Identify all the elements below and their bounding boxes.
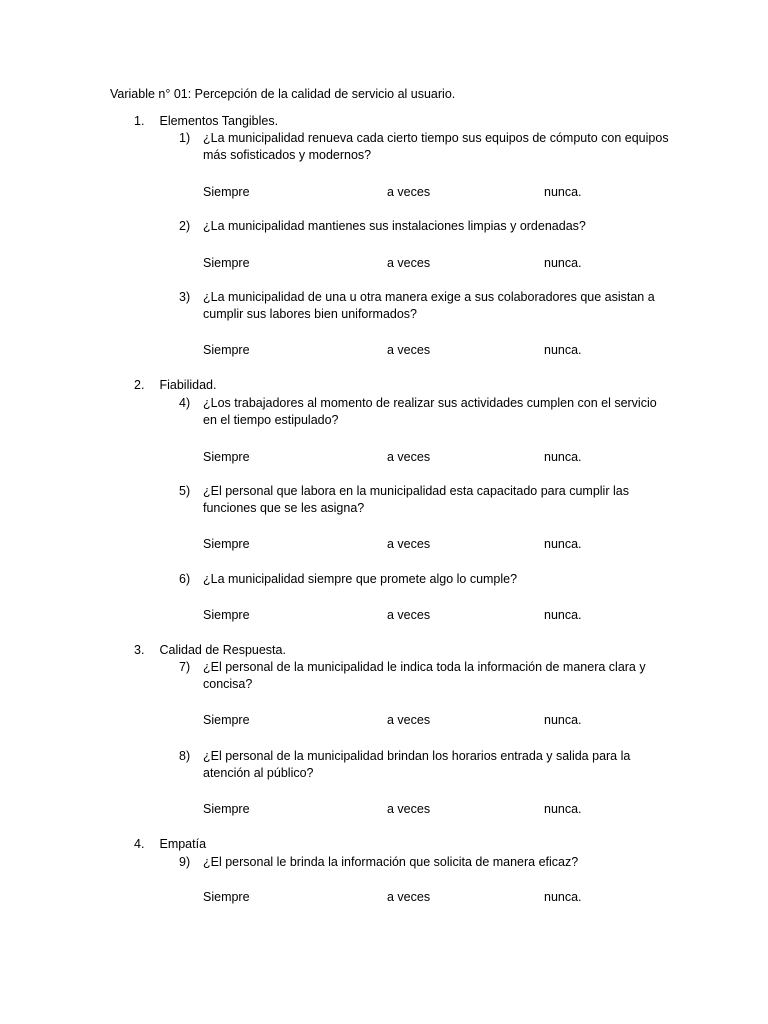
question-number: 2) — [179, 219, 191, 233]
option-siempre[interactable]: Siempre — [203, 185, 250, 199]
answer-options-q4 — [203, 449, 603, 466]
option-siempre[interactable]: Siempre — [203, 256, 250, 270]
option-a-veces[interactable]: a veces — [387, 256, 431, 270]
answer-options-q9 — [203, 889, 603, 906]
question-1 — [179, 130, 669, 164]
option-a-veces[interactable]: a veces — [387, 802, 431, 816]
question-6 — [179, 571, 669, 588]
answer-options-q3 — [203, 342, 603, 359]
option-a-veces[interactable]: a veces — [387, 450, 431, 464]
section-label: Calidad de Respuesta. — [159, 643, 286, 657]
option-nunca[interactable]: nunca. — [544, 343, 582, 357]
question-text: ¿El personal que labora en la municipalidad esta capacitado para cumplir las funciones que se les asigna? — [203, 484, 629, 515]
answer-options-q6 — [203, 607, 603, 624]
question-8 — [179, 748, 669, 782]
question-text: ¿El personal de la municipalidad le indica toda la información de manera clara y concisa? — [203, 660, 646, 691]
question-2 — [179, 218, 669, 235]
question-number: 5) — [179, 484, 191, 498]
section-number: 1. — [134, 114, 145, 128]
document-title: Variable n° 01: Percepción de la calidad de servicio al usuario. — [110, 87, 456, 101]
option-siempre[interactable]: Siempre — [203, 713, 250, 727]
section-label: Fiabilidad. — [159, 378, 217, 392]
option-a-veces[interactable]: a veces — [387, 713, 431, 727]
option-nunca[interactable]: nunca. — [544, 890, 582, 904]
section-number: 2. — [134, 378, 145, 392]
question-text: ¿El personal de la municipalidad brindan los horarios entrada y salida para la atención al público? — [203, 749, 631, 780]
option-nunca[interactable]: nunca. — [544, 608, 582, 622]
option-a-veces[interactable]: a veces — [387, 537, 431, 551]
question-number: 4) — [179, 396, 191, 410]
option-siempre[interactable]: Siempre — [203, 802, 250, 816]
answer-options-q2 — [203, 255, 603, 272]
question-number: 6) — [179, 572, 191, 586]
option-nunca[interactable]: nunca. — [544, 185, 582, 199]
option-nunca[interactable]: nunca. — [544, 450, 582, 464]
option-a-veces[interactable]: a veces — [387, 890, 431, 904]
question-number: 8) — [179, 749, 191, 763]
option-nunca[interactable]: nunca. — [544, 713, 582, 727]
option-nunca[interactable]: nunca. — [544, 802, 582, 816]
section-label: Empatía — [159, 837, 207, 851]
option-siempre[interactable]: Siempre — [203, 343, 250, 357]
section-number: 3. — [134, 643, 145, 657]
question-4 — [179, 395, 669, 429]
section-heading-3 — [134, 642, 286, 659]
question-text: ¿La municipalidad mantienes sus instalaciones limpias y ordenadas? — [203, 219, 586, 233]
option-siempre[interactable]: Siempre — [203, 890, 250, 904]
question-3 — [179, 289, 669, 323]
section-label: Elementos Tangibles. — [159, 114, 279, 128]
question-number: 9) — [179, 855, 191, 869]
section-heading-4 — [134, 836, 206, 853]
question-9 — [179, 854, 669, 871]
option-a-veces[interactable]: a veces — [387, 185, 431, 199]
answer-options-q8 — [203, 801, 603, 818]
question-7 — [179, 659, 669, 693]
option-a-veces[interactable]: a veces — [387, 343, 431, 357]
option-a-veces[interactable]: a veces — [387, 608, 431, 622]
question-text: ¿La municipalidad de una u otra manera exige a sus colaboradores que asistan a cumplir sus labores bien uniformados? — [203, 290, 655, 321]
question-5 — [179, 483, 669, 517]
question-text: ¿El personal le brinda la información que solicita de manera eficaz? — [203, 855, 579, 869]
section-heading-2 — [134, 377, 216, 394]
option-siempre[interactable]: Siempre — [203, 608, 250, 622]
question-number: 7) — [179, 660, 191, 674]
question-number: 3) — [179, 290, 191, 304]
option-nunca[interactable]: nunca. — [544, 256, 582, 270]
option-siempre[interactable]: Siempre — [203, 450, 250, 464]
question-text: ¿Los trabajadores al momento de realizar sus actividades cumplen con el servicio en el tiempo estipulado? — [203, 396, 657, 427]
question-text: ¿La municipalidad siempre que promete algo lo cumple? — [203, 572, 518, 586]
question-number: 1) — [179, 131, 191, 145]
section-number: 4. — [134, 837, 145, 851]
answer-options-q7 — [203, 712, 603, 729]
section-heading-1 — [134, 113, 278, 130]
answer-options-q5 — [203, 536, 603, 553]
answer-options-q1 — [203, 184, 603, 201]
option-siempre[interactable]: Siempre — [203, 537, 250, 551]
question-text: ¿La municipalidad renueva cada cierto tiempo sus equipos de cómputo con equipos más sofisticados y modernos? — [203, 131, 669, 162]
option-nunca[interactable]: nunca. — [544, 537, 582, 551]
